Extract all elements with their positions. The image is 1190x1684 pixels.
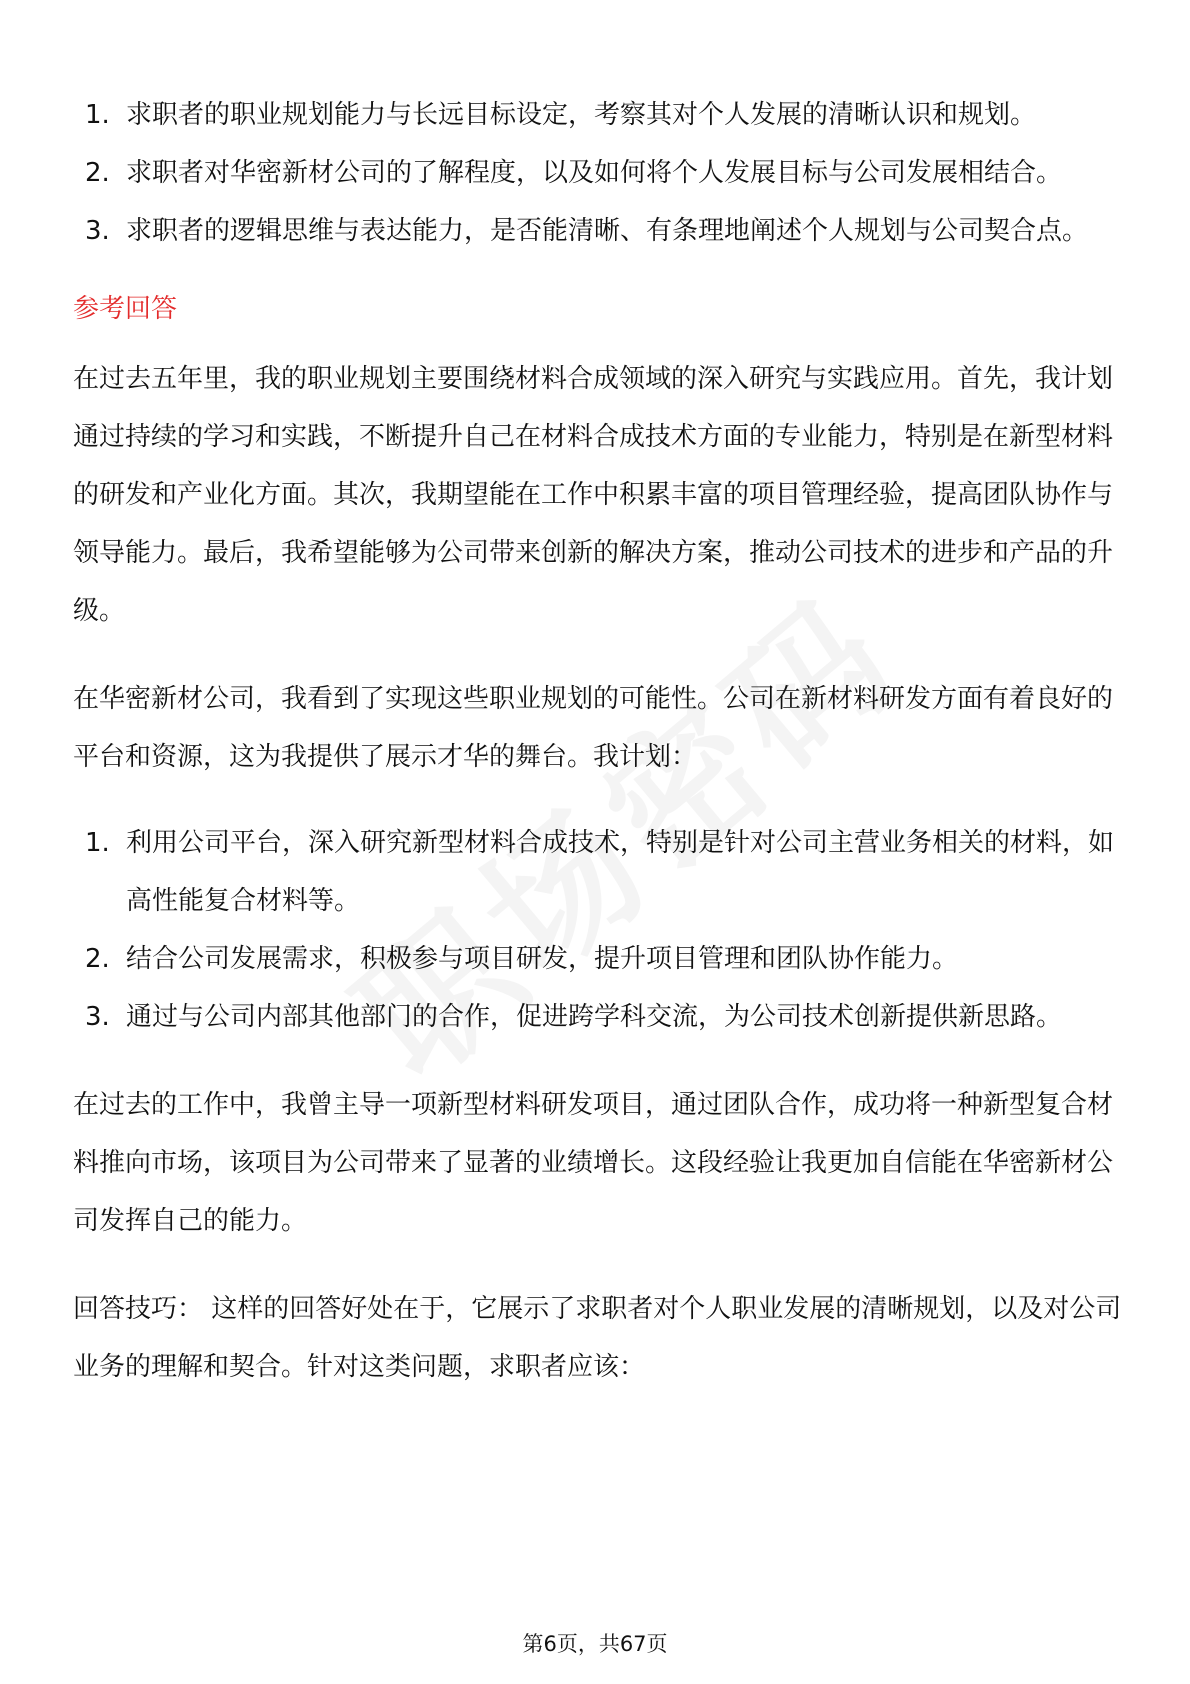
page-content [73,86,1123,1396]
list-item-text: 结合公司发展需求，积极参与项目研发，提升项目管理和团队协作能力。 [126,944,959,974]
answer-paragraph-1: 在过去五年里，我的职业规划主要围绕材料合成领域的深入研究与实践应用。首先，我计划通过持续的学习和实践，不断提升自己在材料合成技术方面的专业能力，特别是在新型材料的研发和产业化方面。其次，我期望能在工作中积累丰富的项目管理经验，提高团队协作与领导能力。最后，我希望能够为公司带来创新的解决方案，推动公司技术的进步和产品的升级。 [73,364,1114,626]
list-item-number: 1. [85,828,110,858]
page-footer: 第6页，共67页 [522,1632,668,1656]
plan-list [73,814,1123,1046]
list-item [73,202,1123,260]
list-item-number: 2. [85,944,110,974]
list-item-number: 3. [85,216,110,246]
list-item [73,814,1123,930]
list-item-number: 2. [85,158,110,188]
list-item-text: 利用公司平台，深入研究新型材料合成技术，特别是针对公司主营业务相关的材料，如高性能复合材料等。 [126,828,1115,916]
list-item [73,144,1123,202]
list-item-text: 求职者对华密新材公司的了解程度，以及如何将个人发展目标与公司发展相结合。 [126,158,1063,188]
answer-tips-paragraph: 回答技巧： 这样的回答好处在于，它展示了求职者对个人职业发展的清晰规划，以及对公司业务的理解和契合。针对这类问题，求职者应该： [73,1294,1122,1382]
list-item [73,930,1123,988]
answer-paragraph-3: 在过去的工作中，我曾主导一项新型材料研发项目，通过团队合作，成功将一种新型复合材料推向市场，该项目为公司带来了显著的业绩增长。这段经验让我更加自信能在华密新材公司发挥自己的能力。 [73,1090,1114,1236]
list-item [73,86,1123,144]
criteria-list [73,86,1123,260]
list-item-number: 3. [85,1002,110,1032]
list-item-text: 通过与公司内部其他部门的合作，促进跨学科交流，为公司技术创新提供新思路。 [126,1002,1063,1032]
list-item-text: 求职者的职业规划能力与长远目标设定，考察其对个人发展的清晰认识和规划。 [126,100,1037,130]
list-item [73,988,1123,1046]
list-item-text: 求职者的逻辑思维与表达能力，是否能清晰、有条理地阐述个人规划与公司契合点。 [126,216,1089,246]
reference-answer-heading: 参考回答 [73,294,178,324]
answer-paragraph-2: 在华密新材公司，我看到了实现这些职业规划的可能性。公司在新材料研发方面有着良好的平台和资源，这为我提供了展示才华的舞台。我计划： [73,684,1114,772]
list-item-number: 1. [85,100,110,130]
